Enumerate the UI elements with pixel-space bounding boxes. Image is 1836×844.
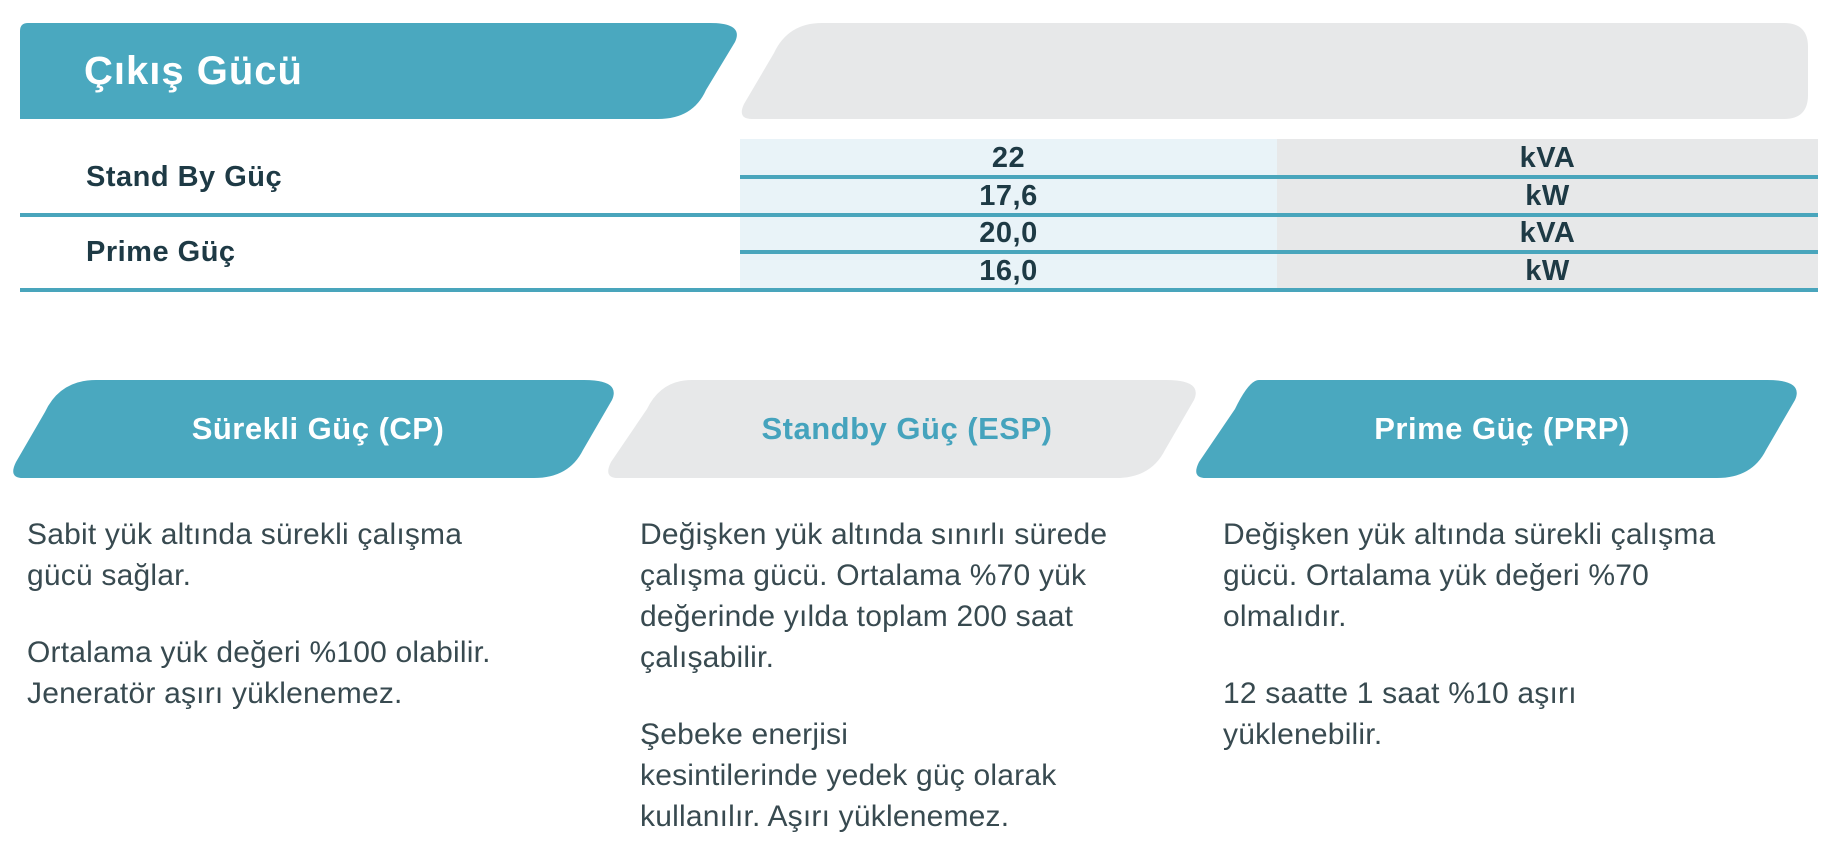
text-line: gücü sağlar.: [27, 559, 192, 592]
card-title-prp: Prime Güç (PRP): [1374, 411, 1630, 446]
table-separator-line-full: [20, 213, 1818, 217]
table-cell-unit: kW: [1277, 177, 1818, 215]
table-cell-unit: kW: [1277, 252, 1818, 290]
text-line: olmalıdır.: [1223, 600, 1347, 633]
text-line: 12 saatte 1 saat %10 aşırı: [1223, 677, 1577, 710]
text-line: gücü. Ortalama yük değeri %70: [1223, 559, 1650, 592]
text-line: kesintilerinde yedek güç olarak: [640, 759, 1057, 792]
paragraph: [640, 714, 1200, 837]
text-line: çalışabilir.: [640, 641, 775, 674]
text-line: değerinde yılda toplam 200 saat: [640, 600, 1074, 633]
text-line: yüklenebilir.: [1223, 718, 1383, 751]
card-description-prp: [1223, 514, 1813, 755]
text-line: çalışma gücü. Ortalama %70 yük: [640, 559, 1087, 592]
table-cell-value: 20,0: [740, 215, 1277, 252]
table-cell-value: 16,0: [740, 252, 1277, 290]
table-cell-value: 17,6: [740, 177, 1277, 215]
card-title-cp: Sürekli Güç (CP): [191, 411, 445, 446]
table-row-label-standby: Stand By Güç: [86, 160, 283, 193]
text-line: Jeneratör aşırı yüklenemez.: [27, 677, 403, 710]
card-description-cp: [27, 514, 602, 714]
table-cell-unit: kVA: [1277, 139, 1818, 177]
paragraph: [640, 514, 1200, 678]
text-line: kullanılır. Aşırı yüklenemez.: [640, 800, 1010, 833]
table-cell-unit: kVA: [1277, 215, 1818, 252]
table-separator-line: [740, 175, 1818, 179]
table-separator-line-full: [20, 288, 1818, 292]
text-line: Değişken yük altında sürekli çalışma: [1223, 518, 1716, 551]
card-description-esp: [640, 514, 1200, 837]
header-ribbon-right-shape: [742, 23, 1808, 119]
paragraph: [1223, 514, 1813, 637]
table-cell-value: 22: [740, 139, 1277, 177]
text-line: Ortalama yük değeri %100 olabilir.: [27, 636, 491, 669]
paragraph: [1223, 673, 1813, 755]
text-line: Şebeke enerjisi: [640, 718, 849, 751]
table-separator-line: [740, 250, 1818, 254]
page-title: Çıkış Gücü: [84, 48, 303, 93]
paragraph: [27, 514, 602, 596]
table-row-label-prime: Prime Güç: [86, 236, 236, 268]
card-title-esp: Standby Güç (ESP): [761, 411, 1053, 446]
text-line: Değişken yük altında sınırlı sürede: [640, 518, 1108, 551]
text-line: Sabit yük altında sürekli çalışma: [27, 518, 463, 551]
paragraph: [27, 632, 602, 714]
